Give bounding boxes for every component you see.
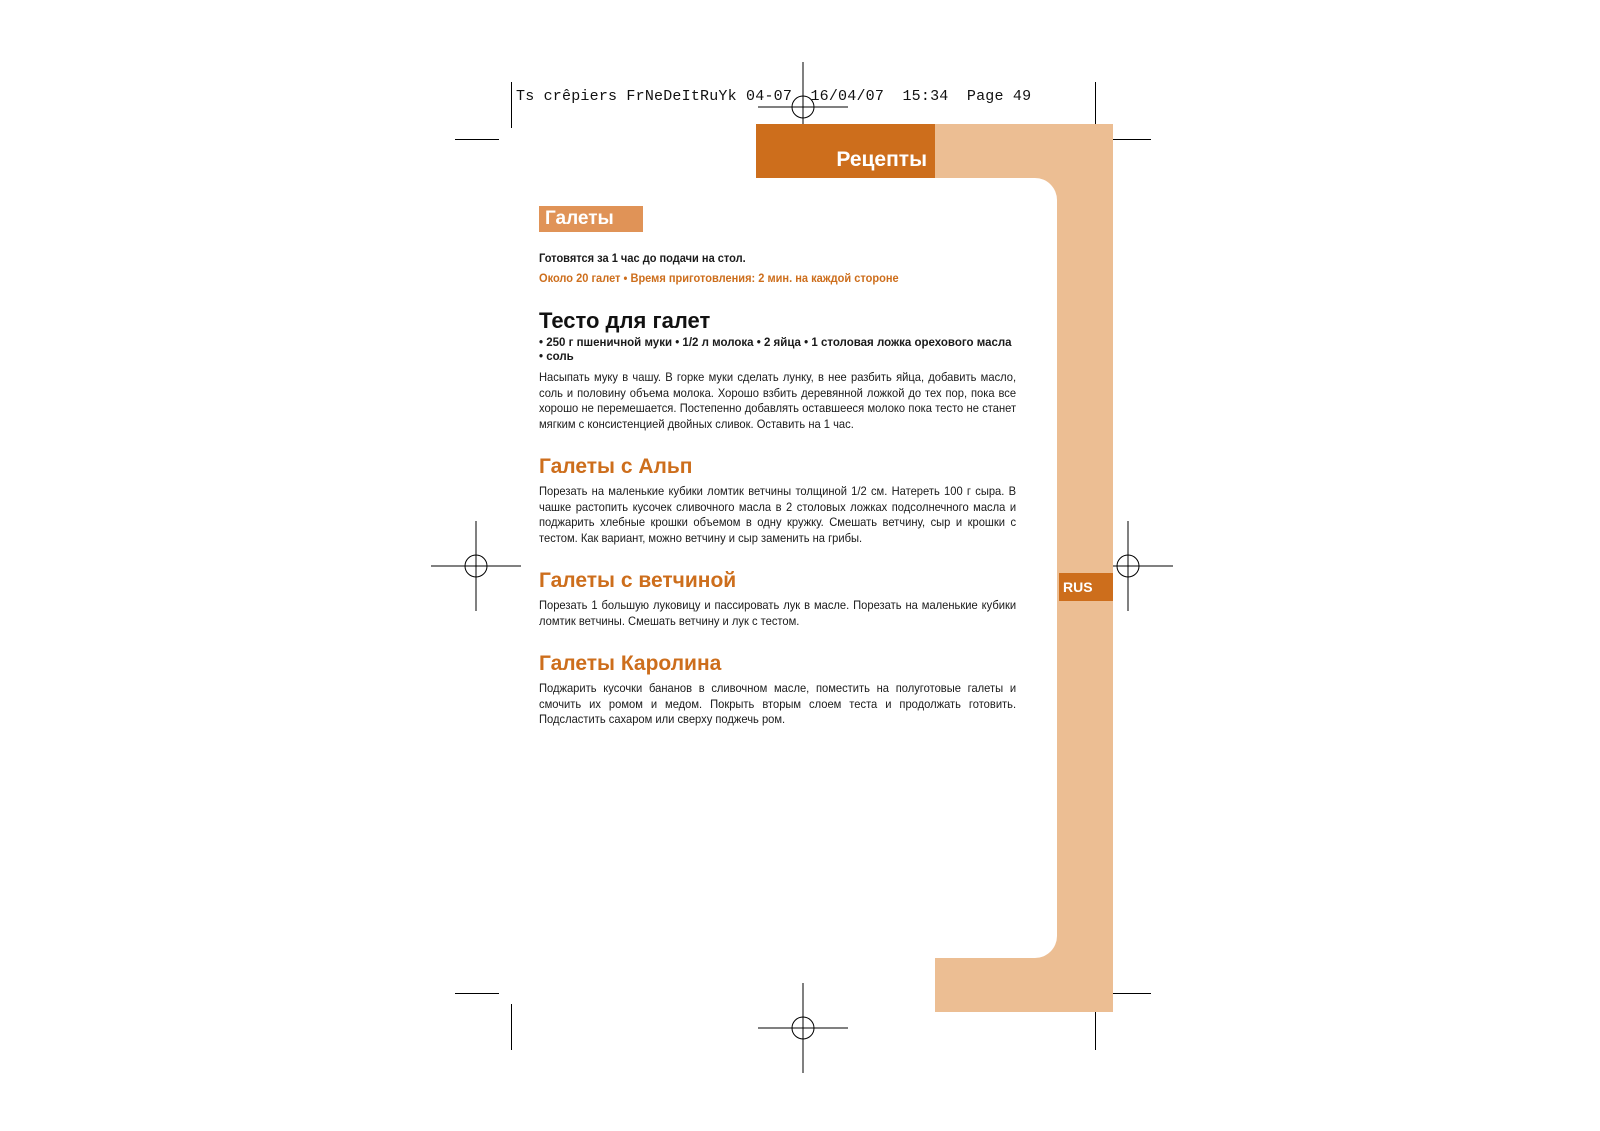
frame-inner-bottom-corner	[935, 900, 1057, 958]
recipe-alps	[539, 454, 1016, 546]
crop-mark	[455, 993, 499, 994]
chapter-title: Рецепты	[836, 148, 927, 171]
recipe-title: Тесто для галет	[539, 308, 711, 333]
recipe-text: Поджарить кусочки бананов в сливочном масле, поместить на полуготовые галеты и смочить их ромом и медом. Покрыть вторым слоем теста и продолжать готовить. Подсластить сахаром или сверху поджечь ром.	[539, 681, 1017, 726]
main-content	[539, 206, 1016, 750]
recipe-text: Порезать 1 большую луковицу и пассировать лук в масле. Порезать на маленькие кубики ломтик ветчины. Смешать ветчину и лук с тестом.	[539, 598, 1017, 628]
recipe-title: Галеты с Альп	[539, 455, 693, 478]
crop-mark	[455, 139, 499, 140]
recipe-ham	[539, 568, 1016, 629]
crop-mark	[1095, 82, 1096, 128]
printer-slug: Ts crêpiers FrNeDeItRuYk 04-07 16/04/07 15:34 Page 49	[516, 88, 1032, 105]
crop-mark	[1107, 993, 1151, 994]
intro-yield: Около 20 галет • Время приготовления: 2 мин. на каждой стороне	[539, 271, 899, 285]
intro-prep-time: Готовятся за 1 час до подачи на стол.	[539, 251, 746, 265]
recipe-ingredients: • 250 г пшеничной муки • 1/2 л молока • 2 яйца • 1 столовая ложка орехового масла • соль	[539, 337, 1012, 363]
recipe-title: Галеты с ветчиной	[539, 569, 737, 592]
crop-mark	[1107, 139, 1151, 140]
chapter-header	[756, 124, 935, 178]
recipe-dough	[539, 308, 1016, 432]
recipe-title: Галеты Каролина	[539, 652, 722, 675]
crop-mark	[511, 82, 512, 128]
recipe-text: Насыпать муку в чашу. В горке муки сделать лунку, в нее разбить яйца, добавить масло, соль и половину объема молока. Хорошо взбить деревянной ложкой до тех пор, пока все хорошо не перемешается. Постепенно добавлять оставшееся молоко пока тесто не станет мягким с консистенцией двойных сливок. Оставить на 1 час.	[539, 370, 1017, 431]
recipe-carolina	[539, 651, 1016, 728]
section-label: Галеты	[539, 206, 643, 232]
language-tab: RUS	[1059, 573, 1113, 601]
crop-mark	[511, 1004, 512, 1050]
recipe-text: Порезать на маленькие кубики ломтик ветчины толщиной 1/2 см. Натереть 100 г сыра. В чашке растопить кусочек сливочного масла в 2 столовых ложках подсолнечного масла и поджарить хлебные крошки объемом в одну кружку. Смешать ветчину, сыр и крошки с тестом. Как вариант, можно ветчину и сыр заменить на грибы.	[539, 484, 1017, 545]
registration-mark-left	[431, 521, 521, 611]
frame-side	[1057, 124, 1113, 1012]
registration-mark-bottom	[758, 983, 848, 1073]
